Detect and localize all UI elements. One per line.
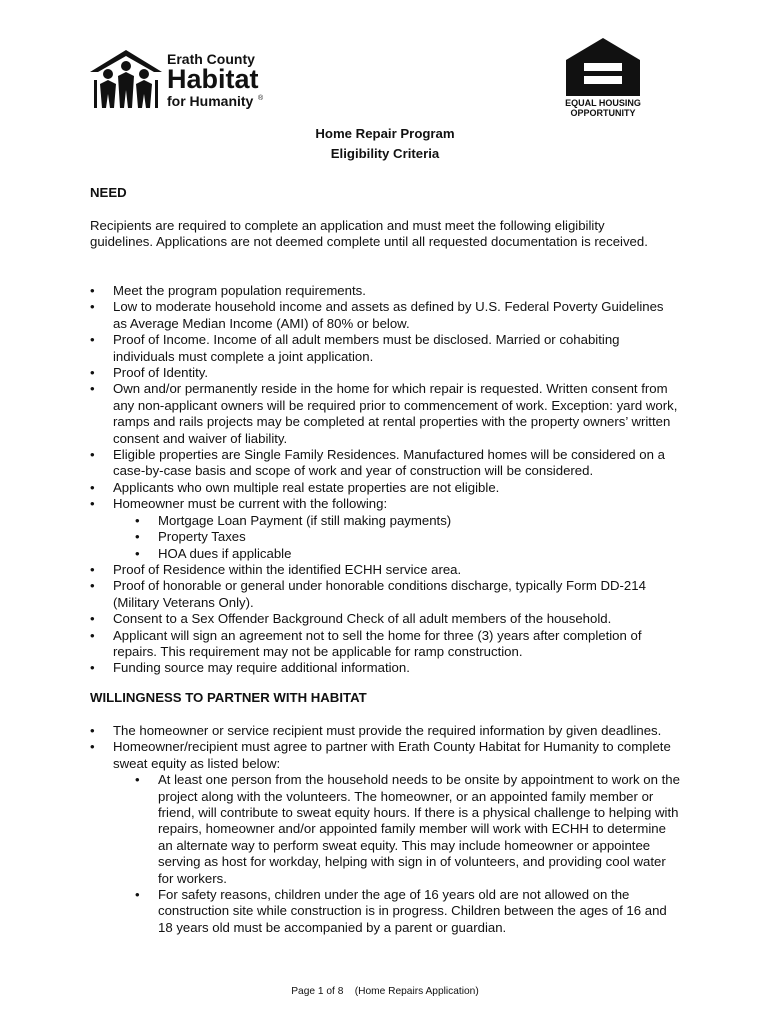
need-heading: NEED (90, 185, 127, 200)
habitat-for-humanity-logo (88, 44, 278, 114)
list-item: • Applicant will sign an agreement not to sell the home for three (3) years after completion of repairs. This requirement may not be applicable for ramp construction. (90, 628, 680, 661)
document-title: Home Repair Program (315, 126, 455, 141)
list-item: • Meet the program population requirements. (90, 283, 680, 299)
list-item: • Consent to a Sex Offender Background Check of all adult members of the household. (90, 611, 680, 627)
need-intro: Recipients are required to complete an application and must meet the following eligibility guidelines. Applications are not deemed complete until all requested documentation is received. (90, 218, 648, 250)
willingness-heading: WILLINGNESS TO PARTNER WITH HABITAT (90, 690, 367, 705)
page-footer (0, 986, 770, 997)
list-item: • The homeowner or service recipient must provide the required information by given deadlines. (90, 723, 680, 739)
list-item: • Funding source may require additional information. (90, 660, 680, 676)
list-item: • Proof of Identity. (90, 365, 680, 381)
registered-mark: ® (258, 95, 264, 102)
list-item: • Own and/or permanently reside in the home for which repair is requested. Written consent from any non-applicant owners will be required prior to commencement of work. Exception: yard work, ramps and rails projects may be completed at rental properties with the property owners’ written consent and waiver of liability. (90, 381, 680, 447)
sub-list-item: • Mortgage Loan Payment (if still making payments) (113, 513, 680, 529)
list-item: • Proof of honorable or general under honorable conditions discharge, typically Form DD-214 (Military Veterans Only). (90, 578, 680, 611)
list-item: • Low to moderate household income and assets as defined by U.S. Federal Poverty Guidelines as Average Median Income (AMI) of 80% or below. (90, 299, 680, 332)
sub-list-item: • HOA dues if applicable (113, 546, 680, 562)
current-with-list (113, 513, 680, 562)
house-people-icon (90, 50, 162, 108)
list-item: • Proof of Income. Income of all adult members must be disclosed. Married or cohabiting individuals must complete a joint application. (90, 332, 680, 365)
eho-line1: EQUAL HOUSING (565, 98, 641, 108)
sub-list-item: • Property Taxes (113, 529, 680, 545)
sub-list-item: • For safety reasons, children under the age of 16 years old are not allowed on the construction site while construction is in progress. Children between the ages of 16 and 18 years old must be accompanied by a parent or guardian. (113, 887, 680, 936)
footer-doc-name: (Home Repairs Application) (354, 986, 479, 997)
list-item-text: Homeowner/recipient must agree to partner with Erath County Habitat for Humanity to complete sweat equity as listed below: (113, 739, 671, 771)
list-item-text: Homeowner must be current with the following: (113, 496, 388, 512)
list-item-sweat-equity (90, 739, 680, 936)
equal-housing-opportunity-logo (562, 36, 644, 118)
page-number: Page 1 of 8 (291, 986, 344, 997)
logo-for-humanity: for Humanity (167, 93, 254, 109)
list-item: • Applicants who own multiple real estate properties are not eligible. (90, 480, 680, 496)
need-list (90, 283, 680, 677)
eho-line2: OPPORTUNITY (570, 108, 636, 118)
sweat-equity-list (113, 772, 680, 936)
list-item-current-with (90, 496, 680, 562)
logo-erath-county: Erath County (167, 51, 255, 67)
document-subtitle: Eligibility Criteria (330, 146, 440, 161)
equal-housing-house-icon (566, 38, 640, 96)
list-item: • Proof of Residence within the identified ECHH service area. (90, 562, 680, 578)
willingness-list (90, 723, 680, 936)
sub-list-item: • At least one person from the household needs to be onsite by appointment to work on the project along with the volunteers. The homeowner, or an appointed family member or friend, will contribute to sweat equity hours. If there is a physical challenge to helping with repairs, homeowner and/or appointed family member will work with ECHH to determine an alternate way to perform sweat equity. This may include homeowner or appointee serving as host for workday, helping with sign in of volunteers, and providing cool water for workers. (113, 772, 680, 887)
logo-habitat: Habitat (167, 64, 259, 94)
list-item: • Eligible properties are Single Family Residences. Manufactured homes will be considered on a case-by-case basis and scope of work and year of construction will be considered. (90, 447, 680, 480)
